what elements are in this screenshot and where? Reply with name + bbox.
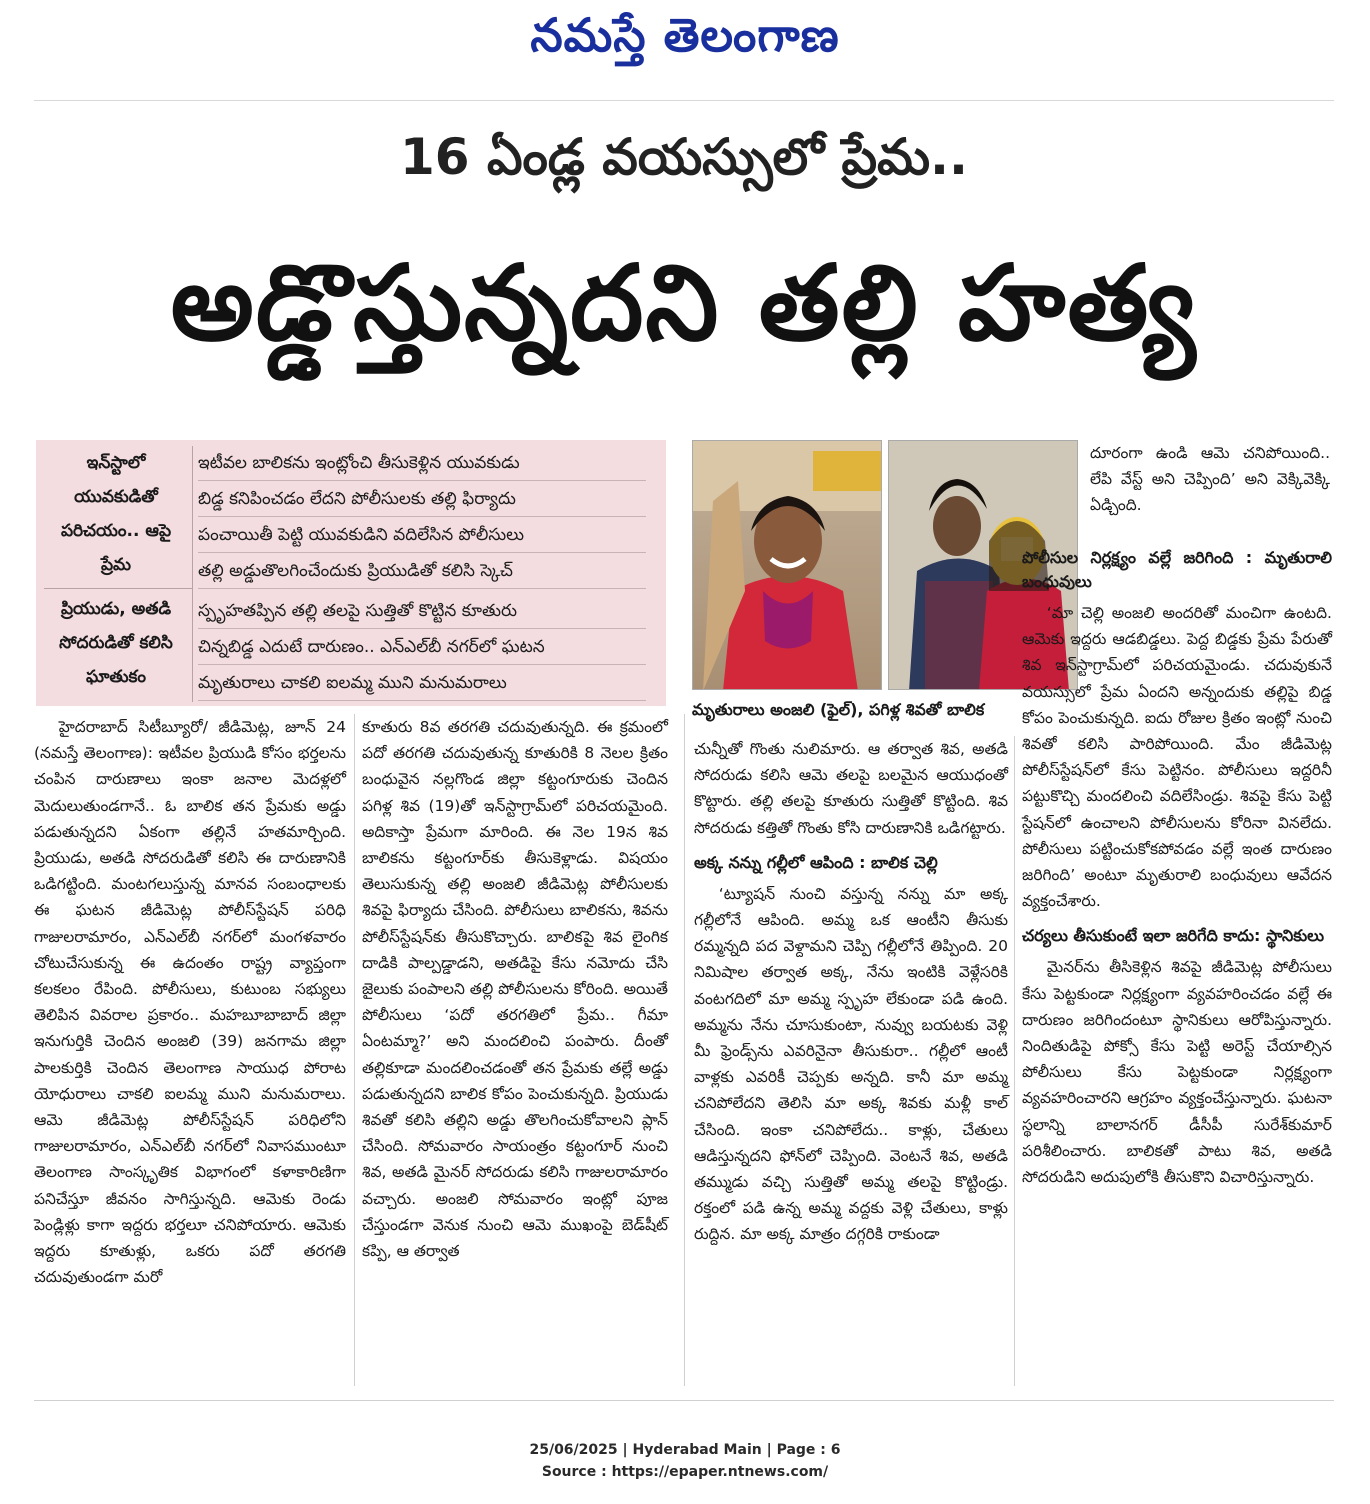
article-paragraph: ‘మా చెల్లి అంజలి అందరితో మంచిగా ఉంటది. ఆమెకు ఇద్దరు ఆడబిడ్డలు. పెద్ద బిడ్డకు ప్రేమ పేరుతో శివ ఇన్‌స్టాగ్రామ్‌లో పరిచయమైండు. చదువుకునే వయస్సులో ప్రేమ ఏందని అన్నందుకు తల్లిపై బిడ్డ కోపం పెంచుకున్నది. ఐదు రోజుల క్రితం ఇంట్లో నుంచి శివతో కలిసి పారిపోయింది. మేం జీడిమెట్ల పోలీస్‌స్టేషన్‌లో కేసు పెట్టినం. పోలీసులు ఇద్దరినీ పట్టుకొచ్చి మందలించి వదిలేసిండ్రు. శివపై కేసు పెట్టి స్టేషన్‌లో ఉంచాలని పోలీసులను కోరినా వినలేదు. పోలీసులు పట్టించుకోకపోవడం వల్లే ఇంత దారుణం జరిగింది’ అంటూ మృతురాలి బంధువులు ఆవేదన వ్యక్తంచేశారు. — [1022, 604, 1332, 911]
highlight-item: చిన్నబిడ్డ ఎదుటే దారుణం.. ఎన్‌ఎల్‌బీ నగర్‌లో ఘటన — [198, 630, 646, 665]
masthead-logo: నమస్తే తెలంగాణ — [530, 8, 840, 62]
subheading: పోలీసుల నిర్లక్ష్యం వల్లే జరిగింది : మృతురాలి బంధువులు — [1022, 548, 1332, 591]
highlight-item: స్పృహతప్పిన తల్లి తలపై సుత్తితో కొట్టిన కూతురు — [198, 594, 646, 629]
article-column-2 — [362, 714, 668, 1264]
bottom-rule — [34, 1400, 1334, 1401]
highlight-item: తల్లి అడ్డుతొలగించేందుకు ప్రియుడితో కలిసి స్కెచ్ — [198, 554, 646, 589]
highlight-tag: ఇన్‌స్టాలో యువకుడితో పరిచయం.. ఆపై ప్రేమ — [60, 453, 172, 575]
article-paragraph: ‘ట్యూషన్ నుంచి వస్తున్న నన్ను మా అక్క గల్లీలోనే ఆపింది. అమ్మ ఒక ఆంటీని తీసుకు రమ్మన్నది పద వెళ్దామని చెప్పి గల్లీలోనే తిప్పింది. 20 నిమిషాల తర్వాత అక్క, నేను ఇంటికి వెళ్లేసరికి వంటగదిలో మా అమ్మ స్పృహ లేకుండా పడి ఉంది. అమ్మను నేను చూసుకుంటా, నువ్వు బయటకు వెళ్లి మీ ఫ్రెండ్స్‌ను ఎవరినైనా తీసుకురా.. గల్లీలో ఆంటీ వాళ్లకు ఎవరికీ చెప్పకు అన్నది. కానీ మా అమ్మ చనిపోలేదని తెలిసి మా అక్క శివకు మళ్లీ కాల్ చేసింది. ఇంకా చనిపోలేదు.. కాళ్లు, చేతులు ఆడిస్తున్నదని ఫోన్‌లో చెప్పింది. వెంటనే శివ, అతడి తమ్ముడు వచ్చి సుత్తితో అమ్మ తలపై కొట్టిండ్రు. రక్తంలో పడి ఉన్న అమ్మ వద్దకు వెళ్లి చేతులు, కాళ్లు రుద్దిన. మా అక్క మాత్రం దగ్గరికి రాకుండా — [694, 884, 1008, 1244]
article-column-4 — [1022, 536, 1332, 1190]
highlight-divider — [44, 588, 192, 589]
photo-caption: మృతురాలు అంజలి (ఫైల్), పగిళ్ల శివతో బాలిక — [692, 700, 985, 719]
footer-edition-info: 25/06/2025 | Hyderabad Main | Page : 6 — [529, 1442, 841, 1458]
victim-photo — [692, 440, 882, 690]
article-column-4-top — [1090, 440, 1330, 519]
article-paragraph: చున్నీతో గొంతు నులిమారు. ఆ తర్వాత శివ, అతడి సోదరుడు కలిసి ఆమె తలపై బలమైన ఆయుధంతో కొట్టారు. తల్లి తలపై కూతురు సుత్తితో కొట్టింది. శివ సోదరుడు కత్తితో గొంతు కోసి దారుణానికి ఒడిగట్టారు. — [694, 740, 1009, 837]
highlight-tag: ప్రియుడు, అతడి సోదరుడితో కలిసి ఘాతుకం — [59, 599, 173, 687]
highlight-item: బిడ్డ కనిపించడం లేదని పోలీసులకు తల్లి ఫిర్యాదు — [198, 482, 646, 517]
article-paragraph: హైదరాబాద్ సిటీబ్యూరో/ జీడిమెట్ల, జూన్ 24 (నమస్తే తెలంగాణ): ఇటీవల ప్రియుడి కోసం భర్తలను చంపిన దారుణాలు ఇంకా జనాల మెదళ్లలో మెదులుతుండగానే.. ఓ బాలిక తన ప్రేమకు అడ్డు పడుతున్నదని ఏకంగా తల్లినే హతమార్చింది. ప్రియుడు, అతడి సోదరుడితో కలిసి ఈ దారుణానికి ఒడిగట్టింది. మంటగలుస్తున్న మానవ సంబంధాలకు ఈ ఘటన జీడిమెట్ల పోలీస్‌స్టేషన్ పరిధి గాజులరామారం, ఎన్‌ఎల్‌బీ నగర్‌లో మంగళవారం చోటుచేసుకున్న ఈ ఉదంతం రాష్ట్ర వ్యాప్తంగా కలకలం రేపింది. పోలీసులు, కుటుంబ సభ్యులు తెలిపిన వివరాల ప్రకారం.. మహబూబాబాద్ జిల్లా ఇనుగుర్తికి చెందిన అంజలి (39) జనగామ జిల్లా పాలకుర్తికి చెందిన తెలంగాణ సాయుధ పోరాట యోధురాలు చాకలి ఐలమ్మ ముని మనుమరాలు. ఆమె జీడిమెట్ల పోలీస్‌స్టేషన్ పరిధిలోని గాజులరామారం, ఎన్‌ఎల్‌బీ నగర్‌లో నివాసముంటూ తెలంగాణ సాంస్కృతిక విభాగంలో కళాకారిణిగా పనిచేస్తూ జీవనం సాగిస్తున్నది. ఆమెకు రెండు పెండ్లిళ్లు కాగా ఇద్దరు భర్తలూ చనిపోయారు. ఆమెకు ఇద్దరు కూతుళ్లు, ఒకరు పదో తరగతి చదువుతుండగా మరో — [34, 718, 346, 1287]
article-column-1 — [34, 714, 346, 1290]
article-paragraph: కూతురు 8వ తరగతి చదువుతున్నది. ఈ క్రమంలో పదో తరగతి చదువుతున్న కూతురికి 8 నెలల క్రితం బంధువైన నల్లగొండ జిల్లా కట్టంగూరుకు చెందిన పగిళ్ల శివ (19)తో ఇన్‌స్టాగ్రామ్‌లో పరిచయమైంది. అదికాస్తా ప్రేమగా మారింది. ఈ నెల 19న శివ బాలికను కట్టంగూర్‌కు తీసుకెళ్లాడు. విషయం తెలుసుకున్న తల్లి అంజలి జీడిమెట్ల పోలీసులకు శివపై ఫిర్యాదు చేసింది. పోలీసులు బాలికను, శివను పోలీస్‌స్టేషన్‌కు తీసుకొచ్చారు. బాలికపై శివ లైంగిక దాడికి పాల్పడ్డాడని, అతడిపై కేసు నమోదు చేసి జైలుకు పంపాలని తల్లి పోలీసులను కోరింది. అయితే పోలీసులు ‘పదో తరగతిలో ప్రేమ.. గీమా ఏంటమ్మా?’ అని మందలించి పంపారు. దీంతో తల్లికూడా మందలించడంతో తన ప్రేమకు తల్లే అడ్డు పడుతున్నదని బాలిక కోపం పెంచుకున్నది. ప్రియుడు శివతో కలిసి తల్లిని అడ్డు తొలగించుకోవాలని ప్లాన్ చేసింది. సోమవారం సాయంత్రం కట్టంగూర్ నుంచి శివ, అతడి మైనర్ సోదరుడు కలిసి గాజులరామారం వచ్చారు. అంజలి సోమవారం ఇంట్లో పూజ చేస్తుండగా వెనుక నుంచి ఆమె ముఖంపై బెడ్‌షీట్ కప్పి, ఆ తర్వాత — [362, 718, 668, 1261]
highlight-item: మృతురాలు చాకలి ఐలమ్మ ముని మనుమరాలు — [198, 666, 646, 701]
kicker-headline: 16 ఏండ్ల వయస్సులో ప్రేమ.. — [400, 128, 968, 186]
subheading: అక్క నన్ను గల్లీలో ఆపింది : బాలిక చెల్లి — [694, 852, 938, 872]
footer-source: Source : https://epaper.ntnews.com/ — [541, 1464, 829, 1480]
article-paragraph: దూరంగా ఉండి ఆమె చనిపోయింది.. లేపి వేస్ట్ అని చెప్పింది’ అని వెక్కివెక్కి ఏడ్చింది. — [1090, 444, 1330, 515]
victim-photo-illustration — [693, 441, 882, 690]
highlight-item: పంచాయితీ పెట్టి యువకుడిని వదిలేసిన పోలీసులు — [198, 518, 646, 553]
top-rule — [34, 100, 1334, 101]
highlight-divider — [192, 446, 193, 702]
column-divider — [684, 714, 685, 1386]
main-headline: అడ్డొస్తున్నదని తల్లి హత్య — [170, 242, 1198, 364]
column-divider — [354, 714, 355, 1386]
column-divider — [1014, 736, 1015, 1386]
highlight-item: ఇటీవల బాలికను ఇంట్లోంచి తీసుకెళ్లిన యువకుడు — [198, 446, 646, 481]
subheading: చర్యలు తీసుకుంటే ఇలా జరిగేది కాదు: స్థానికులు — [1022, 926, 1325, 946]
article-paragraph: మైనర్‌ను తీసికెళ్లిన శివపై జీడిమెట్ల పోలీసులు కేసు పెట్టకుండా నిర్లక్ష్యంగా వ్యవహరించడం వల్లే ఈ దారుణం జరిగిందంటూ స్థానికులు ఆరోపిస్తున్నారు. నిందితుడిపై పోక్సో కేసు పెట్టి అరెస్ట్ చేయాల్సిన పోలీసులు కేసు పెట్టకుండా నిర్లక్ష్యంగా వ్యవహరించారని ఆగ్రహం వ్యక్తంచేస్తున్నారు. ఘటనా స్థలాన్ని బాలానగర్ డీసీపీ సురేశ్‌కుమార్ పరిశీలించారు. బాలికతో పాటు శివ, అతడి సోదరుడిని అదుపులోకి తీసుకొని విచారిస్తున్నారు. — [1022, 958, 1332, 1187]
article-column-3 — [694, 736, 1008, 1248]
